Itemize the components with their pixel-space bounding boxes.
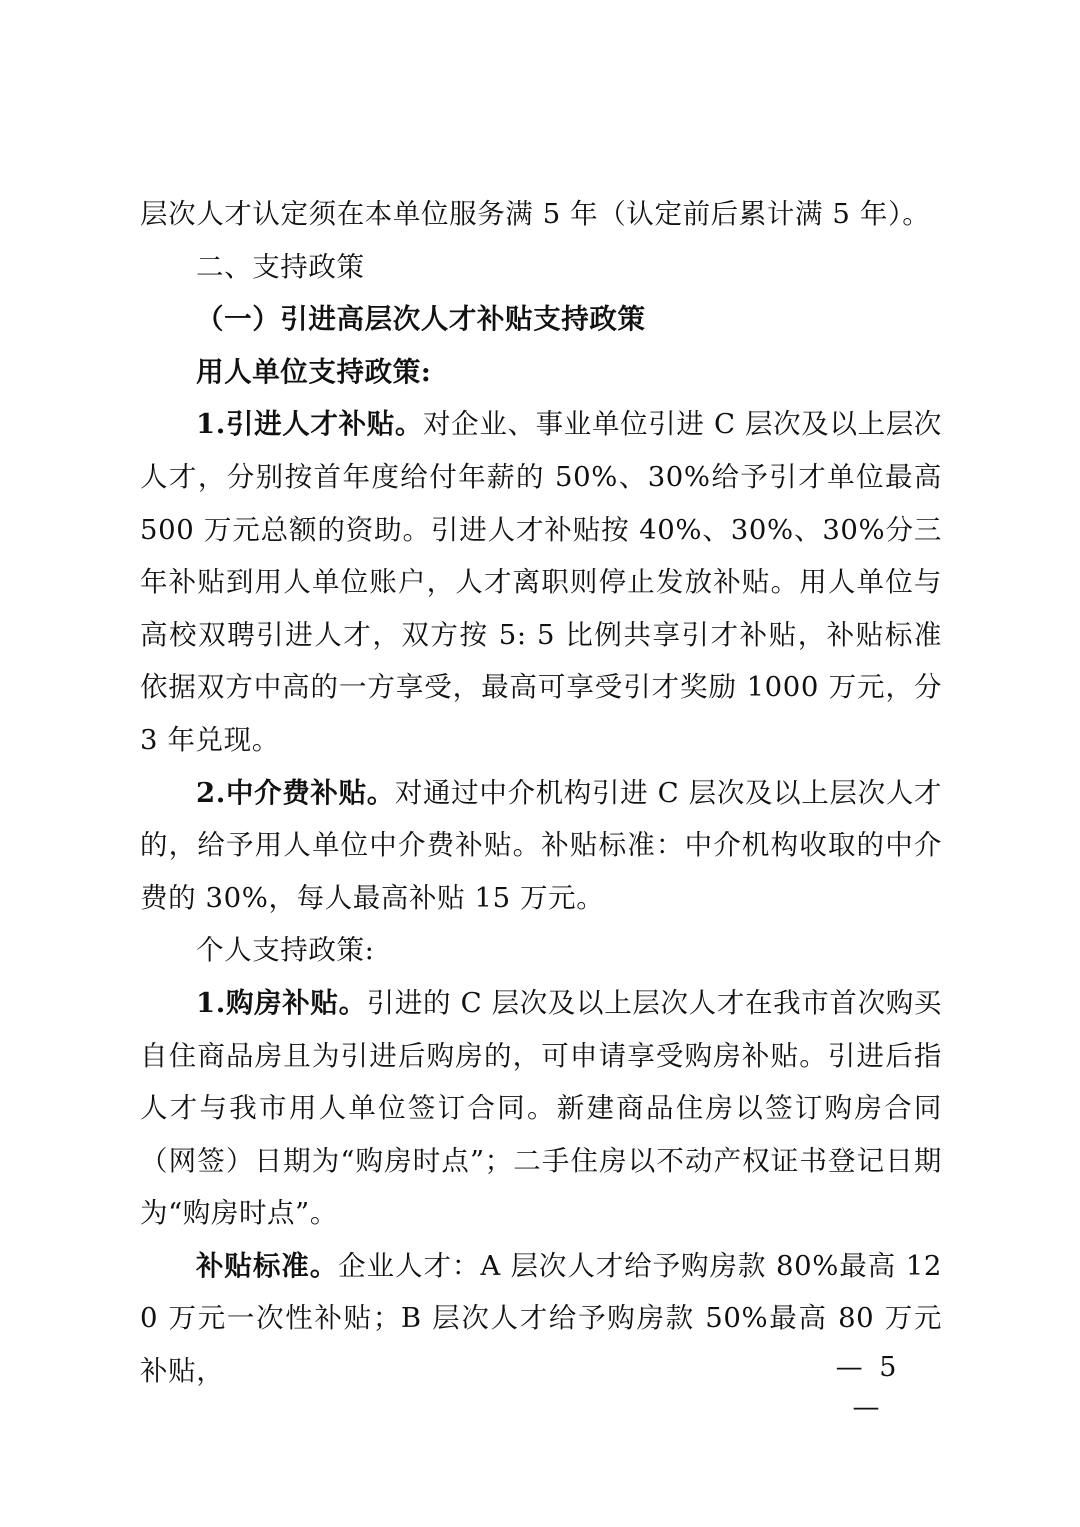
employer-policy-heading: 用人单位支持政策: (196, 355, 432, 388)
item-lead: 1.引进人才补贴。 (196, 408, 424, 441)
subsection-title: （一）引进高层次人才补贴支持政策 (196, 303, 646, 336)
item-text: 对通过中介机构引进 C 层次及以上层次人才的，给予用人单位中介费补贴。补贴标准：中介机构收取的中介费的 30%，每人最高补贴 15 万元。 (140, 776, 942, 914)
item-lead: 补贴标准。 (196, 1249, 339, 1282)
item-text: 引进的 C 层次及以上层次人才在我市首次购买自住商品房且为引进后购房的，可申请享受购房补贴。引进后指人才与我市用人单位签订合同。新建商品住房以签订购房合同（网签）日期为“购房时点”；二手住房以不动产权证书登记日期为“购房时点”。 (140, 986, 942, 1230)
item-text: 对企业、事业单位引进 C 层次及以上层次人才，分别按首年度给付年薪的 50%、30%给予引才单位最高 500 万元总额的资助。引进人才补贴按 40%、30%、30%分三年补贴到用人单位账户，人才离职则停止发放补贴。用人单位与高校双聘引进人才，双方按 5: 5 比例共享引才补贴，补贴标准依据双方中高的一方享受，最高可享受引才奖励 1000 万元，分 3 年兑现。 (140, 408, 942, 756)
item-lead: 1.购房补贴。 (196, 986, 367, 1019)
document-body (140, 188, 942, 1398)
employer-item-talent-subsidy (140, 398, 942, 766)
individual-policy-heading: 个人支持政策: (196, 934, 375, 967)
item-lead: 2.中介费补贴。 (196, 776, 395, 809)
item-text: 企业人才：A 层次人才给予购房款 80%最高 120 万元一次性补贴；B 层次人才给予购房款 50%最高 80 万元补贴， (140, 1249, 943, 1388)
section-title: 二、支持政策 (196, 250, 365, 283)
continuation-paragraph: 层次人才认定须在本单位服务满 5 年（认定前后累计满 5 年）。 (140, 198, 931, 230)
page-number: — 5 — (835, 1352, 901, 1423)
individual-item-housing-subsidy (140, 977, 942, 1240)
employer-item-agency-fee-subsidy (140, 767, 942, 925)
